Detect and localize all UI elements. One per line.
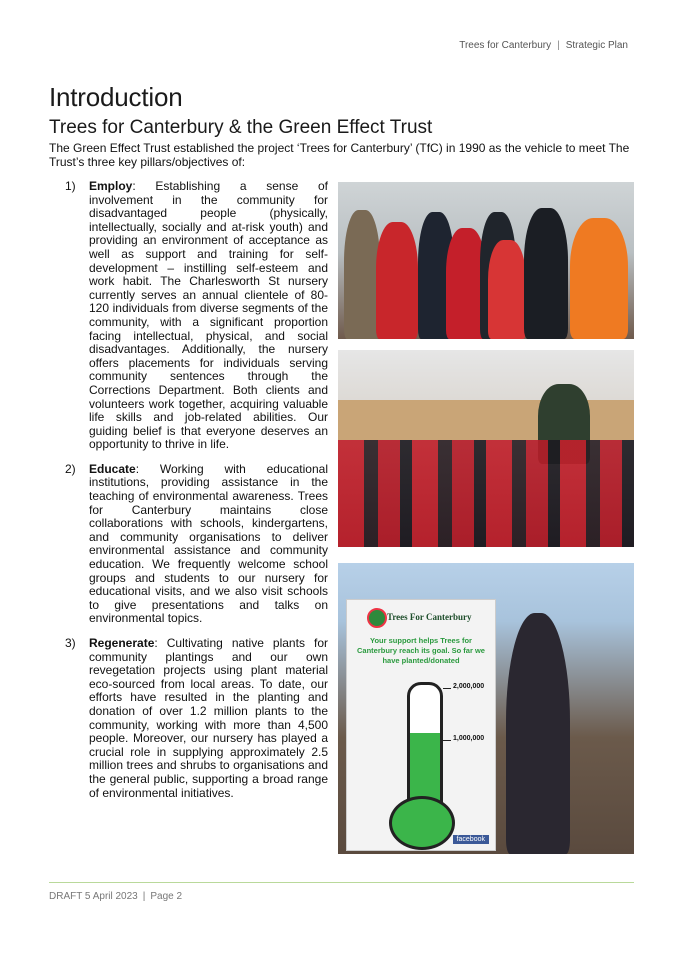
thermometer-fill: [410, 733, 440, 805]
header-org: Trees for Canterbury: [459, 40, 552, 51]
man-figure: [506, 613, 570, 854]
facebook-badge: facebook: [453, 835, 489, 844]
header-doc: Strategic Plan: [565, 40, 628, 51]
list-item: [65, 637, 328, 800]
tick-top: [443, 688, 451, 689]
item-number: 1): [65, 179, 76, 193]
tick-mid: [443, 740, 451, 741]
header-separator: |: [557, 40, 560, 51]
classroom-photo: [338, 350, 634, 547]
item-text: : Cultivating native plants for community plantings and our own revegetation projects using plant material eco-sourced from local areas. To date, our efforts have resulted in the planting and donation of over 1.2 million plants to the community, working with more than 4,500 people. Moreover, our nursery has played a crucial role in supplying approximately 2.5 million trees and shrubs to organisations and the general public, supporting a broad range of environmental initiatives.: [89, 636, 328, 800]
sign-message: Your support helps Trees for Canterbury reach its goal. So far we have planted/donated: [357, 636, 485, 665]
thermometer-tube: [407, 682, 443, 808]
item-term: Educate: [89, 461, 136, 476]
section-subtitle: Trees for Canterbury & the Green Effect Trust: [49, 117, 433, 138]
tfc-logo-icon: [367, 608, 387, 628]
footer-page: Page 2: [150, 891, 183, 902]
team-photo: [338, 182, 634, 339]
item-number: 2): [65, 461, 76, 476]
page-footer: [49, 891, 182, 902]
pillars-list: [65, 180, 328, 811]
mark-top: 2,000,000: [453, 683, 485, 690]
sign-brand: Trees For Canterbury: [387, 612, 472, 622]
item-number: 3): [65, 636, 76, 650]
item-text: : Working with educational institutions, providing assistance in the teaching of environmental awareness. Trees for Canterbury maintains close collaborations with schools, kindergartens, and community organisations to deliver environmental assistance and community education. We frequently welcome school groups and students to our nursery for educational visits, and we also visit schools to give presentations and talks on environmental topics.: [89, 461, 328, 626]
thermometer-bulb: [389, 796, 455, 850]
item-text: : Establishing a sense of involvement in the community for disadvantaged people (physically, intellectually, socially and at-risk youth) and providing an environment of acceptance as well as support and training for self-development – instilling self-esteem and work habit. The Charlesworth St nursery currently serves an annual clientele of 80-120 individuals from diverse segments of the community, with a significant proportion facing intellectual, physical, and social disadvantages. Additionally, the nursery offers placements for individuals serving community sentences through the Corrections Department. Both clients and volunteers work together, acquiring valuable life skills and job-related abilities. Our guiding belief is that everyone deserves an opportunity to thrive in life.: [89, 179, 328, 452]
item-term: Regenerate: [89, 636, 155, 650]
list-item: [65, 180, 328, 452]
intro-paragraph: The Green Effect Trust established the project ‘Trees for Canterbury’ (TfC) in 1990 as the vehicle to meet The Trust’s three key pillars/objectives of:: [49, 141, 630, 169]
thermometer-sign: [346, 599, 496, 851]
footer-draft: DRAFT 5 April 2023: [49, 891, 138, 902]
item-term: Employ: [89, 179, 133, 193]
mark-mid: 1,000,000: [453, 735, 485, 742]
page-title: Introduction: [49, 82, 183, 112]
footer-rule: [49, 882, 634, 883]
fundraising-sign-photo: [338, 563, 634, 854]
footer-separator: |: [142, 891, 146, 902]
list-item: [65, 463, 328, 626]
page-header: [459, 40, 628, 51]
